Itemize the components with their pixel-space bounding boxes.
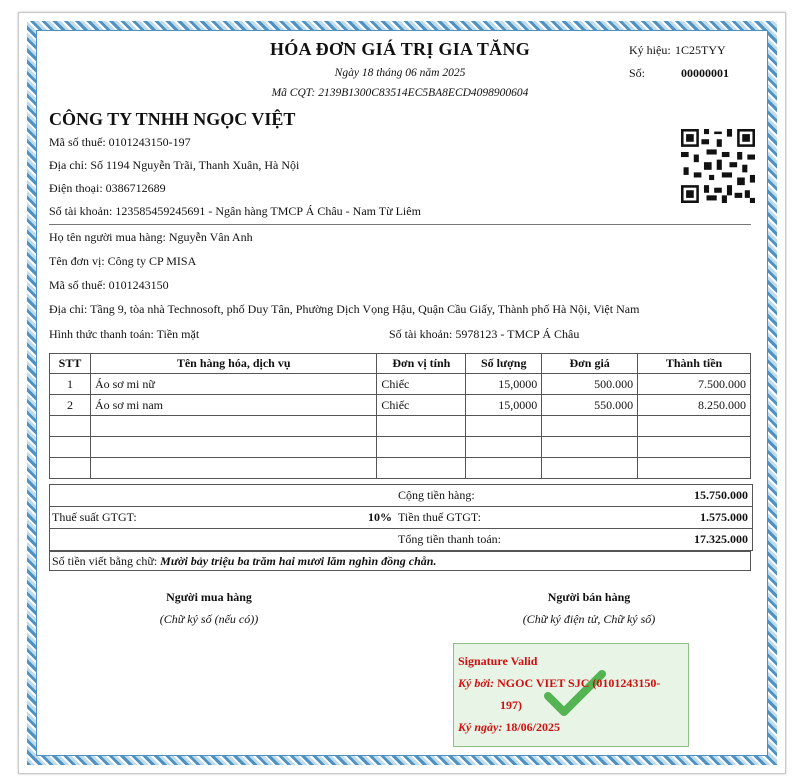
signed-by-line: [458, 676, 660, 691]
signed-by-value: NGOC VIET SJC (0101243150-: [497, 676, 661, 690]
amount-in-words: [49, 551, 751, 571]
invoice-date: Ngày 18 tháng 06 năm 2025: [334, 67, 466, 79]
cell-name: Áo sơ mi nam: [90, 395, 376, 416]
buyer-signature-title: Người mua hàng: [166, 590, 252, 604]
signed-by-label: Ký bởi:: [458, 676, 495, 690]
words-value: Mười bảy triệu ba trăm hai mươi lăm nghìn đồng chẵn.: [160, 554, 437, 568]
table-header-row: [50, 354, 751, 374]
seller-divider: [49, 224, 751, 225]
buyer-address: Địa chỉ: Tầng 9, tòa nhà Technosoft, phố Duy Tân, Phường Dịch Vọng Hậu, Quận Cầu Giấy, Thành phố Hà Nội, Việt Nam: [49, 302, 640, 316]
cell-stt: 1: [50, 374, 91, 395]
cell-quantity: 15,0000: [466, 374, 542, 395]
cell-price: 550.000: [542, 395, 638, 416]
col-header-name: Tên hàng hóa, dịch vụ: [90, 354, 376, 374]
signed-date-value: 18/06/2025: [505, 720, 560, 734]
invoice-title: HÓA ĐƠN GIÁ TRỊ GIA TĂNG: [269, 39, 531, 59]
buyer-unit: Tên đơn vị: Công ty CP MISA: [49, 254, 197, 268]
table-row-empty: [50, 416, 751, 437]
seller-phone: Điện thoại: 0386712689: [49, 181, 166, 195]
table-row-empty: [50, 458, 751, 479]
totals-block: [49, 484, 753, 551]
table-row-empty: [50, 437, 751, 458]
qr-code-icon: [681, 129, 755, 203]
buyer-signature-note: (Chữ ký số (nếu có)): [159, 612, 259, 626]
seller-address: Địa chỉ: Số 1194 Nguyễn Trãi, Thanh Xuân, Hà Nội: [49, 158, 300, 172]
number-label: Số:: [629, 66, 646, 80]
vat-row: [50, 506, 752, 528]
items-table: [49, 353, 751, 479]
words-label: Số tiền viết bằng chữ:: [52, 554, 158, 568]
signed-date-label: Ký ngày:: [458, 720, 503, 734]
buyer-name: Họ tên người mua hàng: Nguyễn Vân Anh: [49, 230, 253, 244]
col-header-amount: Thành tiền: [638, 354, 751, 374]
subtotal-row: [50, 484, 752, 506]
payment-method: Hình thức thanh toán: Tiền mặt: [49, 327, 200, 341]
symbol-value: 1C25TYY: [675, 43, 726, 57]
buyer-account: Số tài khoản: 5978123 - TMCP Á Châu: [389, 327, 580, 341]
seller-bank: Số tài khoản: 123585459245691 - Ngân hàng TMCP Á Châu - Nam Từ Liêm: [49, 204, 421, 218]
vat-rate-label: Thuế suất GTGT:: [52, 510, 137, 524]
vat-amount-label: Tiền thuế GTGT:: [398, 510, 481, 524]
seller-tax-code: Mã số thuế: 0101243150-197: [49, 135, 191, 149]
cqt-code: Mã CQT: 2139B1300C83514EC5BA8ECD4098900604: [271, 87, 529, 99]
signed-date-line: [458, 720, 560, 735]
invoice-page: [18, 12, 786, 774]
cell-price: 500.000: [542, 374, 638, 395]
seller-signature-title: Người bán hàng: [547, 590, 631, 604]
signature-valid-label: Signature Valid: [458, 654, 538, 668]
buyer-tax-code: Mã số thuế: 0101243150: [49, 278, 169, 292]
subtotal-value: 15.750.000: [694, 488, 748, 502]
grand-total-label: Tổng tiền thanh toán:: [398, 532, 501, 546]
grand-total-value: 17.325.000: [694, 532, 748, 546]
cell-quantity: 15,0000: [466, 395, 542, 416]
col-header-unit: Đơn vị tính: [377, 354, 466, 374]
invoice-content: [49, 37, 751, 767]
table-row: [50, 395, 751, 416]
seller-name: CÔNG TY TNHH NGỌC VIỆT: [49, 109, 296, 129]
vat-amount-value: 1.575.000: [700, 510, 748, 524]
cell-unit: Chiếc: [377, 395, 466, 416]
col-header-price: Đơn giá: [542, 354, 638, 374]
subtotal-label: Cộng tiền hàng:: [398, 488, 475, 502]
cell-amount: 8.250.000: [638, 395, 751, 416]
col-header-stt: STT: [50, 354, 91, 374]
vat-rate-value: 10%: [368, 510, 392, 524]
number-value: 00000001: [681, 66, 729, 80]
cell-stt: 2: [50, 395, 91, 416]
cell-unit: Chiếc: [377, 374, 466, 395]
table-row: [50, 374, 751, 395]
col-header-quantity: Số lượng: [466, 354, 542, 374]
signed-by-value-cont: 197): [500, 698, 522, 712]
grand-total-row: [50, 528, 752, 550]
symbol-label: Ký hiệu:: [629, 43, 671, 57]
seller-signature-note: (Chữ ký điện tử, Chữ ký số): [522, 612, 656, 626]
cell-name: Áo sơ mi nữ: [90, 374, 376, 395]
digital-signature-box[interactable]: [453, 643, 689, 747]
cell-amount: 7.500.000: [638, 374, 751, 395]
